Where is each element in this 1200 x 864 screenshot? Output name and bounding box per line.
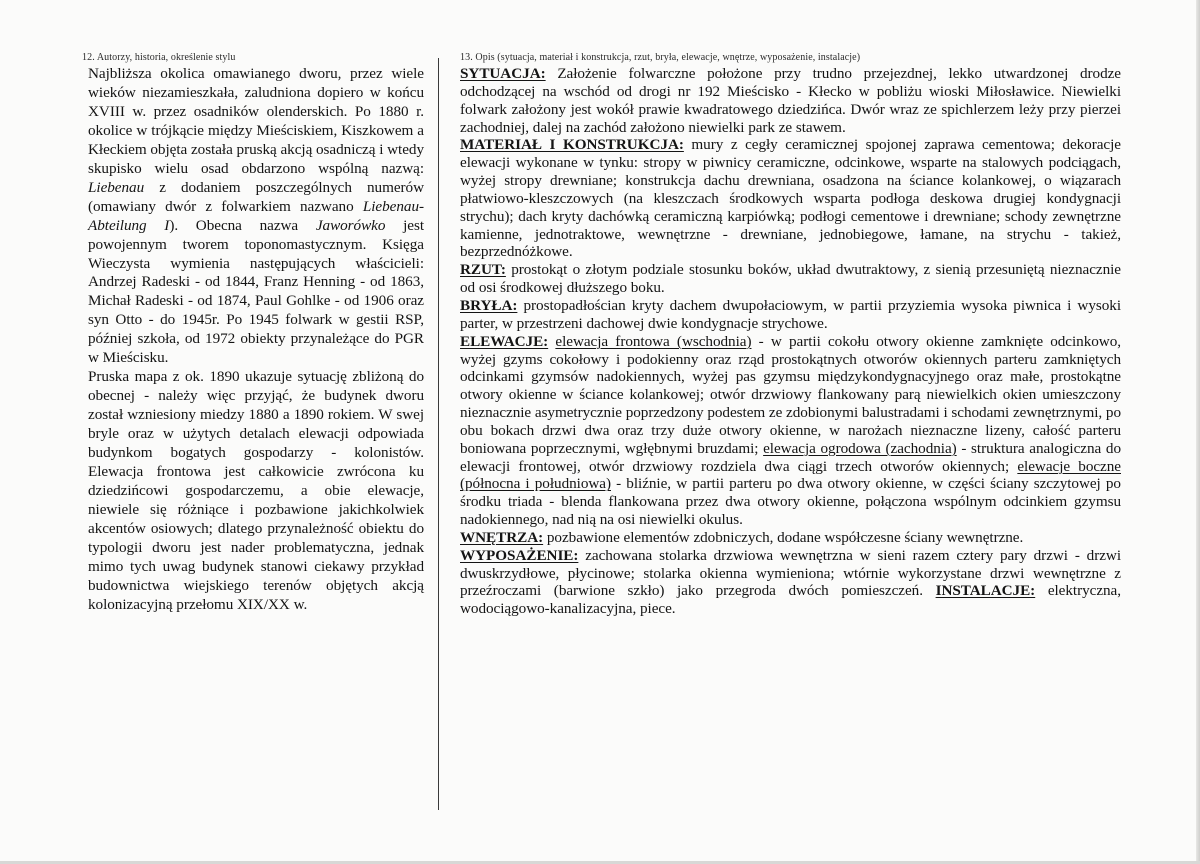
scan-edge-right	[1196, 0, 1200, 864]
bryla-heading: BRYŁA:	[460, 296, 518, 314]
rzut-heading: RZUT:	[460, 261, 506, 279]
material-paragraph: MATERIAŁ I KONSTRUKCJA: mury z cegły ceramicznej spojonej zaprawa cementowa; dekoracje elewacji wykonane w tynku: stropy w piwnicy ceramiczne, odcinkowe, wsparte na stalowych podciągach, wyżej stropy drewniane; konstrukcja dachu drewniana, osadzona na ściance kolankowej, o wiązarach płatwiowo-kleszczowych (na kleszczach środkowych wsparta podłoga deskowa drugiej kondygnacji strychu); dach kryty dachówką ceramiczną karpiówką; podłogi cementowe i drewniane; schody zewnętrzne kamienne, jednotraktowe, wewnętrzne - drewniane, jednobiegowe, łamane, na strychu - takież, bezprzednóżkowe.	[460, 136, 1121, 261]
section-12-caption: 12. Autorzy, historia, określenie stylu	[82, 52, 236, 63]
elewacja-frontowa-label: elewacja frontowa (wschodnia)	[555, 332, 752, 350]
wnetrza-paragraph: WNĘTRZA: pozbawione elementów zdobniczych, dodane współczesne ściany wewnętrzne.	[460, 528, 1024, 546]
elewacja-ogrodowa-label: elewacja ogrodowa (zachodnia)	[763, 439, 957, 457]
left-column	[82, 52, 425, 615]
elewacje-boczne-label: elewacje boczne (północna i południowa)	[460, 457, 1121, 493]
history-paragraph-2: Pruska mapa z ok. 1890 ukazuje sytuację zbliżoną do obecnej - należy więc przyjąć, że budynek dworu został wzniesiony miedzy 1880 a 1890 rokiem. W swej bryle oraz w użytych detalach elewacji odpowiada budynkom bogatych gospodarzy - kolonistów. Elewacja frontowa jest całkowicie zwrócona ku dziedzińcowi gospodarczemu, a obie elewacje, niewiele się różniące i pozbawione jakichkolwiek akcentów osiowych; dlatego przynależność obiektu do typologii dworu jest nader problematyczna, jednak mimo tych uwag budynek stanowi ciekawy przykład budownictwa wiejskiego terenów objętych akcją kolonizacyjną przełomu XIX/XX w.	[88, 368, 424, 613]
bryla-paragraph: BRYŁA: prostopadłościan kryty dachem dwupołaciowym, w partii przyziemia wysoka piwnica i wysoki parter, w przestrzeni dachowej dwie kondygnacje strychowe.	[460, 296, 1121, 332]
column-divider	[438, 58, 439, 810]
history-text	[88, 65, 424, 615]
right-column	[460, 52, 1121, 618]
wyposazenie-heading: WYPOSAŻENIE:	[460, 546, 579, 564]
history-paragraph-1: Najbliższa okolica omawianego dworu, przez wiele wieków niezamieszkała, zaludniona dopiero w końcu XVIII w. przez osadników olenderskich. Po 1880 r. okolice w trójkącie między Mieściskiem, Kiszkowem a Kłeckiem objęta została pruską akcją osadniczą i wtedy skupisko wielu osad obdarzono wspólną nazwą: Liebenau z dodaniem poszczególnych numerów (omawiany dwór z folwarkiem nazwano Liebenau-Abteilung I). Obecna nazwa Jaworówko jest powojennym tworem toponomastycznym. Księga Wieczysta wymienia następujących właścicieli: Andrzej Radeski - od 1844, Franz Henning - od 1863, Michał Radeski - od 1874, Paul Gohlke - od 1906 oraz syn Otto - do 1945r. Po 1945 folwark w gestii RSP, później szkoła, od 1972 obiekty przynależące do PGR w Mieścisku.	[88, 65, 425, 367]
instalacje-heading: INSTALACJE:	[935, 582, 1036, 600]
sytuacja-paragraph: SYTUACJA: Założenie folwarczne położone przy trudno przejezdnej, lekko utwardzonej drodze odchodzącej na wschód od drogi nr 192 Mieścisko - Kłecko w pobliżu wioski Miłosławice. Niewielki folwark założony jest wokół prawie kwadratowego dziedzińca. Dwór wraz ze spichlerzem leży przy pierzei zachodniej, dalej na zachód założono niewielki park ze stawem.	[460, 65, 1121, 136]
material-heading: MATERIAŁ I KONSTRUKCJA:	[460, 136, 684, 154]
section-13-caption: 13. Opis (sytuacja, materiał i konstrukcja, rzut, bryła, elewacje, wnętrze, wyposażenie, instalacje)	[460, 52, 861, 63]
description-text	[460, 65, 1121, 618]
elewacje-heading: ELEWACJE:	[460, 332, 549, 350]
wyposazenie-paragraph: WYPOSAŻENIE: zachowana stolarka drzwiowa wewnętrzna w sieni razem cztery pary drzwi - drzwi dwuskrzydłowe, płycinowe; stolarka okienna wymieniona; wtórnie wykorzystane drzwi wewnętrzne z przeźroczami (barwione szkło) jako przegroda dwóch pomieszczeń. INSTALACJE: elektryczna, wodociągowo-kanalizacyjna, piece.	[460, 546, 1121, 618]
elewacje-paragraph: ELEWACJE: elewacja frontowa (wschodnia) - w partii cokołu otwory okienne zamknięte odcinkowo, wyżej gzyms cokołowy i podokienny oraz rząd prostokątnych otworów okiennych parteru zamkniętych odcinkami gzymsów nadokiennych, wyżej pas gzymsu międzykondygnacyjnego oraz małe, prostokątne otwory okienne w ściance kolankowej; otwór drzwiowy flankowany parą niewielkich okien umieszczony nieznacznie asymetrycznie poprzedzony podestem ze zdobionymi balustradami i schodami zewnętrznymi, po obu bokach drzwi dwa oraz trzy duże otwory okienne, w narożach nieznaczne lizeny, całość parteru boniowana poprzecznymi, wgłębnymi bruzdami; elewacja ogrodowa (zachodnia) - struktura analogiczna do elewacji frontowej, otwór drzwiowy rozdziela dwa ciągi trzech otworów okiennych; elewacje boczne (północna i południowa) - bliźnie, w partii parteru po dwa otwory okienne, w części ściany szczytowej po środku triada - blenda flankowana przez dwa otwory okienne, połączona wspólnym odcinkiem gzymsu nadokiennego, nad nią na osi niewielki okulus.	[460, 332, 1122, 529]
wnetrza-heading: WNĘTRZA:	[460, 528, 544, 546]
sytuacja-heading: SYTUACJA:	[460, 65, 546, 82]
rzut-paragraph: RZUT: prostokąt o złotym podziale stosunku boków, układ dwutraktowy, z sienią przesuniętą nieznacznie od osi środkowej dłuższego boku.	[460, 261, 1121, 297]
